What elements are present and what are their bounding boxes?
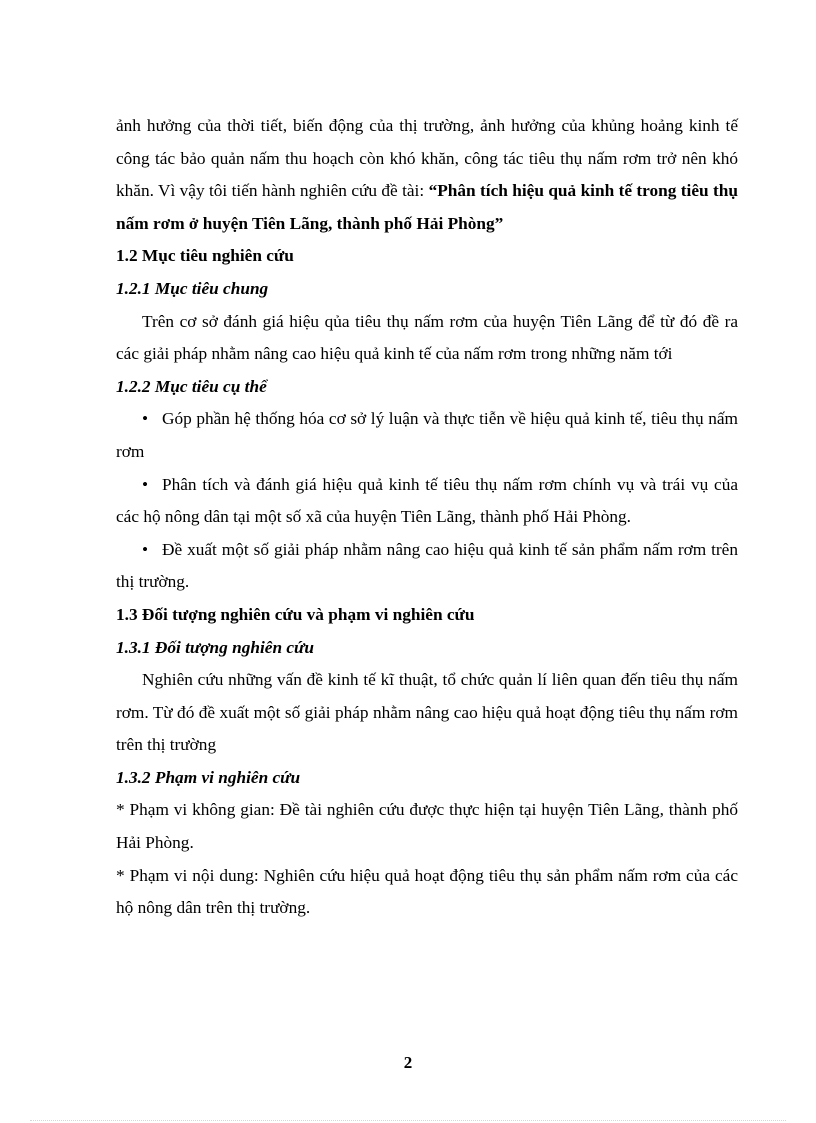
- intro-paragraph: [116, 110, 738, 240]
- bullet-item: [116, 534, 738, 599]
- research-subject-paragraph: Nghiên cứu những vấn đề kinh tế kĩ thuật, tổ chức quản lí liên quan đến tiêu thụ nấm rơm. Từ đó đề xuất một số giải pháp nhằm nâng cao hiệu quả hoạt động tiêu thụ nấm rơm trên thị trường: [116, 670, 738, 755]
- page-bottom-divider: [30, 1120, 786, 1121]
- intro-text: ảnh hưởng của thời tiết, biến động của thị trường, ảnh hưởng của khủng hoảng kinh tế công tác bảo quản nấm thu hoạch còn khó khăn, công tác tiêu thụ nấm rơm trở nên khó khăn. Vì vậy tôi tiến hành nghiên cứu đề tài:: [116, 116, 738, 201]
- bullet-text: Đề xuất một số giải pháp nhằm nâng cao hiệu quả kinh tế sản phẩm nấm rơm trên thị trường.: [116, 539, 738, 592]
- bullet-icon: •: [142, 474, 149, 494]
- page-number: 2: [403, 1053, 413, 1072]
- scope-item-content: * Phạm vi nội dung: Nghiên cứu hiệu quả hoạt động tiêu thụ sản phẩm nấm rơm của các hộ nông dân trên thị trường.: [116, 865, 738, 918]
- heading-1-2-2: 1.2.2 Mục tiêu cụ thể: [116, 376, 267, 396]
- scope-item-space: * Phạm vi không gian: Đề tài nghiên cứu được thực hiện tại huyện Tiên Lãng, thành phố Hải Phòng.: [116, 800, 738, 853]
- bullet-icon: •: [142, 409, 149, 429]
- bullet-text: Phân tích và đánh giá hiệu quả kinh tế tiêu thụ nấm rơm chính vụ và trái vụ của các hộ nông dân tại một số xã của huyện Tiên Lãng, thành phố Hải Phòng.: [116, 474, 738, 527]
- thesis-title: “Phân tích hiệu quả kinh tế trong tiêu thụ nấm rơm ở huyện Tiên Lãng, thành phố Hải Phòng”: [116, 181, 738, 233]
- heading-1-3-1: 1.3.1 Đối tượng nghiên cứu: [116, 637, 315, 657]
- bullet-icon: •: [142, 539, 149, 559]
- heading-1-2: 1.2 Mục tiêu nghiên cứu: [116, 246, 294, 266]
- bullet-text: Góp phần hệ thống hóa cơ sở lý luận và thực tiễn về hiệu quả kinh tế, tiêu thụ nấm rơm: [116, 409, 738, 461]
- heading-1-3-2: 1.3.2 Phạm vi nghiên cứu: [116, 767, 301, 787]
- bullet-item: [116, 469, 738, 534]
- page-content: [116, 110, 738, 925]
- heading-1-2-1: 1.2.1 Mục tiêu chung: [116, 278, 269, 298]
- heading-1-3: 1.3 Đối tượng nghiên cứu và phạm vi nghiên cứu: [116, 604, 475, 624]
- general-objective-paragraph: Trên cơ sở đánh giá hiệu qủa tiêu thụ nấm rơm của huyện Tiên Lãng để từ đó đề ra các giải pháp nhằm nâng cao hiệu quả kinh tế của nấm rơm trong những năm tới: [116, 311, 738, 364]
- bullet-item: [116, 403, 738, 468]
